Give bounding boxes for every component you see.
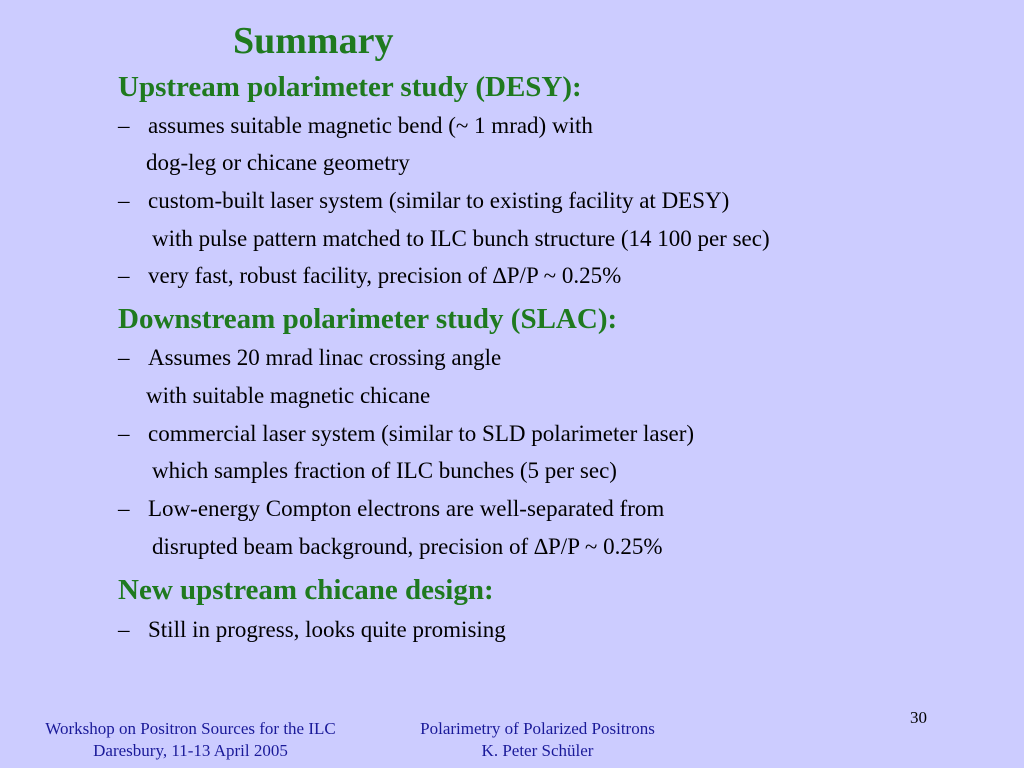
bullet-text: Still in progress, looks quite promising (148, 617, 506, 642)
section-heading-chicane: New upstream chicane design: (118, 574, 494, 606)
slide-title: Summary (233, 20, 394, 62)
bullet-dash: – (118, 263, 130, 288)
bullet-dash: – (118, 421, 130, 446)
footer-event-title: Workshop on Positron Sources for the ILC (45, 719, 336, 738)
bullet-dash: – (118, 113, 130, 138)
footer-event (18, 718, 363, 762)
bullet-continuation: dog-leg or chicane geometry (146, 150, 410, 175)
bullet-text: very fast, robust facility, precision of ∆P/P ~ 0.25% (148, 263, 622, 288)
bullet-continuation: with pulse pattern matched to ILC bunch structure (14 100 per sec) (152, 226, 770, 251)
section-heading-upstream: Upstream polarimeter study (DESY): (118, 71, 582, 103)
bullet-dash: – (118, 617, 130, 642)
footer-talk-title: Polarimetry of Polarized Positrons (420, 719, 655, 738)
page-number: 30 (910, 708, 927, 727)
bullet-text: Assumes 20 mrad linac crossing angle (148, 345, 502, 370)
bullet-dash: – (118, 496, 130, 521)
footer-talk (390, 718, 685, 762)
bullet-continuation: disrupted beam background, precision of ∆P/P ~ 0.25% (152, 534, 663, 559)
bullet-text: Low-energy Compton electrons are well-separated from (148, 496, 665, 521)
bullet-text: commercial laser system (similar to SLD polarimeter laser) (148, 421, 695, 446)
section-heading-downstream: Downstream polarimeter study (SLAC): (118, 303, 618, 335)
bullet-continuation: which samples fraction of ILC bunches (5 per sec) (152, 458, 617, 483)
bullet-dash: – (118, 188, 130, 213)
bullet-dash: – (118, 345, 130, 370)
bullet-continuation: with suitable magnetic chicane (146, 383, 431, 408)
bullet-text: assumes suitable magnetic bend (~ 1 mrad) with (148, 113, 593, 138)
footer-event-date: Daresbury, 11-13 April 2005 (93, 741, 288, 760)
footer-author: K. Peter Schüler (481, 741, 594, 760)
bullet-text: custom-built laser system (similar to existing facility at DESY) (148, 188, 730, 213)
